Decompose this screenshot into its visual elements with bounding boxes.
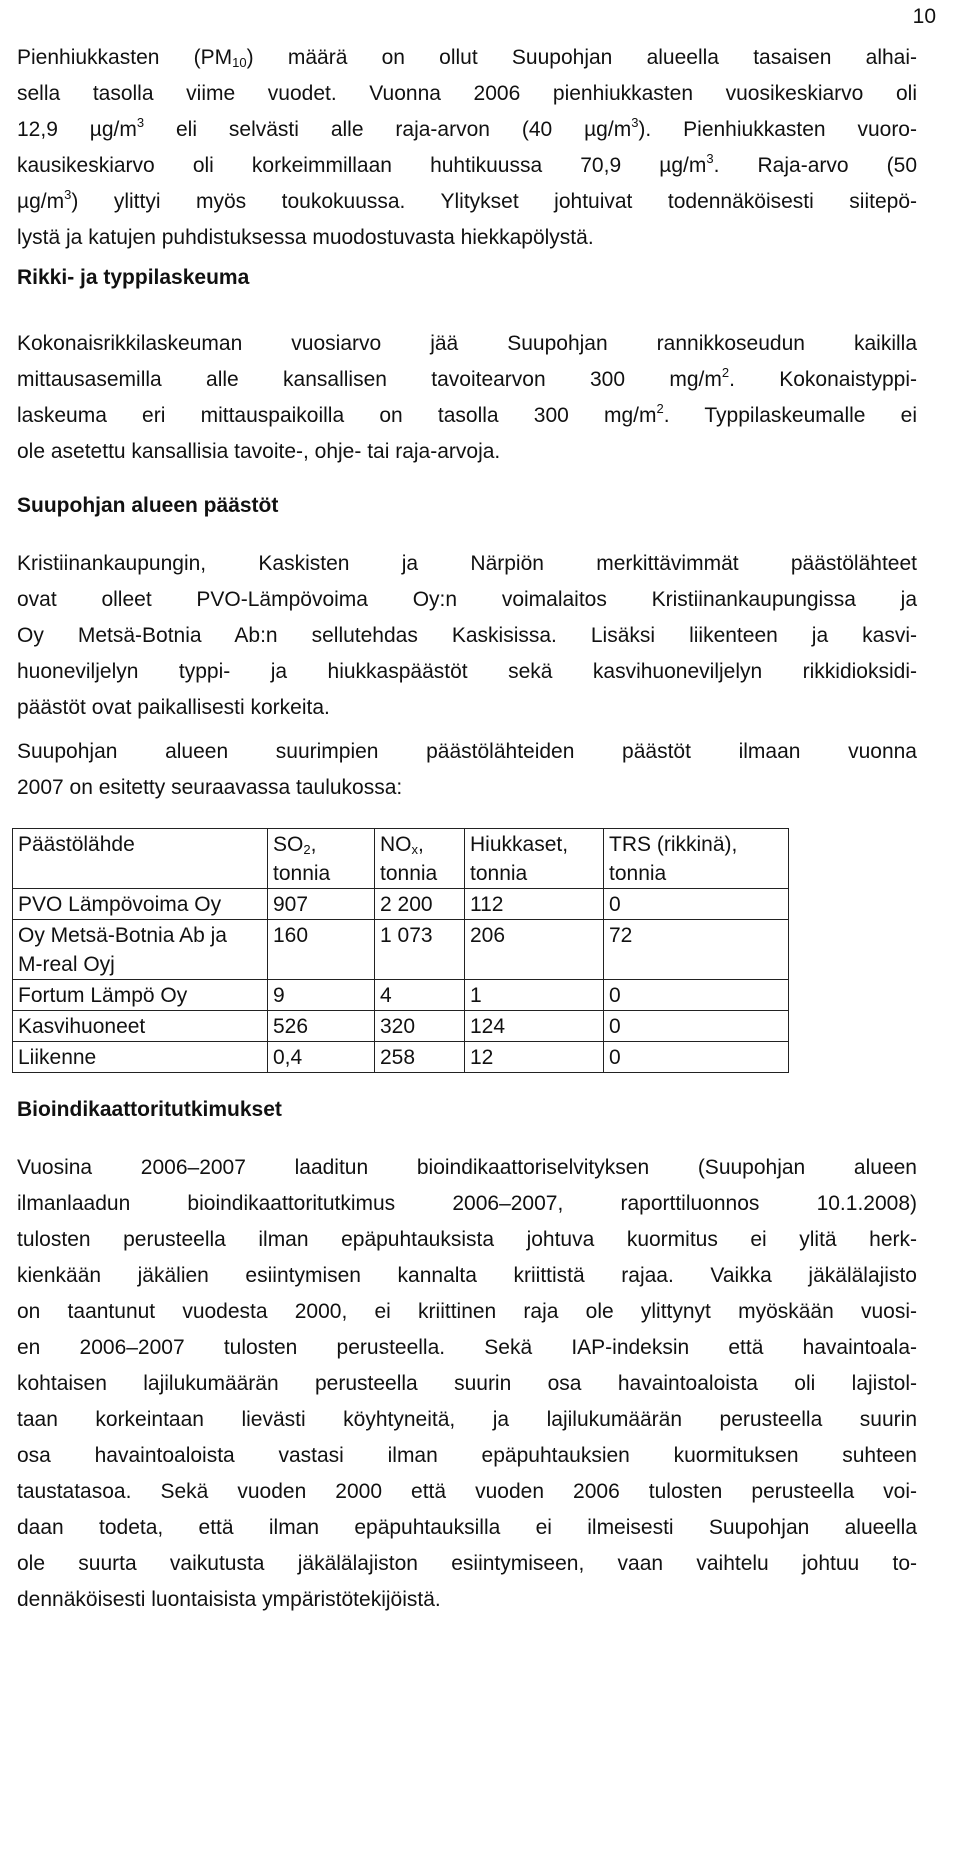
text-line: ovat olleet PVO-Lämpövoima Oy:n voimalaitos Kristiinankaupungissa ja bbox=[17, 588, 917, 611]
text-line: ilmanlaadun bioindikaattoritutkimus 2006–2007, raporttiluonnos 10.1.2008) bbox=[17, 1192, 917, 1215]
section-heading-rikki: Rikki- ja typpilaskeuma bbox=[17, 266, 250, 289]
cell-so2: 0,4 bbox=[268, 1042, 375, 1073]
header-particles: Hiukkaset, tonnia bbox=[465, 829, 604, 889]
text-line: Pienhiukkasten $(PM_{10})$ määrä on ollut Suupohjan alueella tasaisen alhai- bbox=[17, 46, 917, 70]
cell-source: PVO Lämpövoima Oy bbox=[13, 889, 268, 920]
table-row bbox=[13, 1011, 789, 1042]
cell-particles: 1 bbox=[465, 980, 604, 1011]
text-line: taan korkeintaan lievästi köyhtyneitä, ja lajilukumäärän perusteella suurin bbox=[17, 1408, 917, 1431]
rikki-paragraph bbox=[17, 326, 917, 470]
text-line: Vuosina 2006–2007 laaditun bioindikaattoriselvityksen (Suupohjan alueen bbox=[17, 1156, 917, 1179]
header-trs: TRS (rikkinä), tonnia bbox=[604, 829, 789, 889]
text-line: päästöt ovat paikallisesti korkeita. bbox=[17, 696, 330, 719]
text-line: ole suurta vaikutusta jäkälälajiston esiintymiseen, vaan vaihtelu johtuu to- bbox=[17, 1552, 917, 1575]
text-line: kausikeskiarvo oli korkeimmillaan huhtikuussa 70,9 $\mu g/m^3$. Raja-arvo (50 bbox=[17, 151, 918, 177]
text-line: kohtaisen lajilukumäärän perusteella suurin osa havaintoaloista oli lajistol- bbox=[17, 1372, 917, 1395]
text-line: kienkään jäkälien esiintymisen kannalta kriittistä rajaa. Vaikka jäkälälajisto bbox=[17, 1264, 917, 1287]
intro-paragraph bbox=[17, 40, 917, 256]
cell-trs: 0 bbox=[604, 1011, 789, 1042]
text-line: daan todeta, että ilman epäpuhtauksilla ei ilmeisesti Suupohjan alueella bbox=[17, 1516, 917, 1539]
cell-particles: 12 bbox=[465, 1042, 604, 1073]
cell-so2: 160 bbox=[268, 920, 375, 980]
table-row bbox=[13, 889, 789, 920]
cell-nox: 4 bbox=[375, 980, 465, 1011]
section-heading-bio: Bioindikaattoritutkimukset bbox=[17, 1098, 282, 1121]
text-line: mittausasemilla alle kansallisen tavoitearvon 300 $mg/m^2$. Kokonaistyppi- bbox=[17, 365, 917, 391]
cell-nox: 320 bbox=[375, 1011, 465, 1042]
cell-so2: 526 bbox=[268, 1011, 375, 1042]
text-line: taustatasoa. Sekä vuoden 2000 että vuoden 2006 tulosten perusteella voi- bbox=[17, 1480, 917, 1503]
text-line: Kristiinankaupungin, Kaskisten ja Närpiön merkittävimmät päästölähteet bbox=[17, 552, 917, 575]
text-line: Kokonaisrikkilaskeuman vuosiarvo jää Suupohjan rannikkoseudun kaikilla bbox=[17, 332, 917, 355]
text-line: tulosten perusteella ilman epäpuhtauksista johtuva kuormitus ei ylitä herk- bbox=[17, 1228, 917, 1251]
text-line: laskeuma eri mittauspaikoilla on tasolla 300 $mg/m^2$. Typpilaskeumalle ei bbox=[17, 401, 917, 427]
cell-source: Kasvihuoneet bbox=[13, 1011, 268, 1042]
table-row bbox=[13, 980, 789, 1011]
cell-trs: 0 bbox=[604, 889, 789, 920]
paastot-paragraph-1 bbox=[17, 546, 917, 726]
text-line: Oy Metsä-Botnia Ab:n sellutehdas Kaskisissa. Lisäksi liikenteen ja kasvi- bbox=[17, 624, 917, 647]
text-line: $\mu g/m^3$) ylittyi myös toukokuussa. Ylitykset johtuivat todennäköisesti siitepö- bbox=[17, 187, 917, 213]
cell-so2: 9 bbox=[268, 980, 375, 1011]
paastot-paragraph-2 bbox=[17, 734, 917, 806]
cell-particles: 112 bbox=[465, 889, 604, 920]
table-row bbox=[13, 920, 789, 980]
text-line: sella tasolla viime vuodet. Vuonna 2006 pienhiukkasten vuosikeskiarvo oli bbox=[17, 82, 917, 105]
cell-particles: 206 bbox=[465, 920, 604, 980]
page-number: 10 bbox=[912, 5, 936, 28]
cell-so2: 907 bbox=[268, 889, 375, 920]
cell-trs: 0 bbox=[604, 1042, 789, 1073]
cell-trs: 72 bbox=[604, 920, 789, 980]
cell-nox: 1 073 bbox=[375, 920, 465, 980]
text-line: ole asetettu kansallisia tavoite-, ohje- tai raja-arvoja. bbox=[17, 440, 501, 463]
text-line: lystä ja katujen puhdistuksessa muodostuvasta hiekkapölystä. bbox=[17, 226, 594, 249]
cell-nox: 258 bbox=[375, 1042, 465, 1073]
cell-source: Liikenne bbox=[13, 1042, 268, 1073]
cell-source: Fortum Lämpö Oy bbox=[13, 980, 268, 1011]
cell-particles: 124 bbox=[465, 1011, 604, 1042]
header-nox: $NO_x$, tonnia bbox=[375, 829, 465, 889]
header-source: Päästölähde bbox=[13, 829, 268, 889]
text-line: 2007 on esitetty seuraavassa taulukossa: bbox=[17, 776, 403, 799]
text-line: en 2006–2007 tulosten perusteella. Sekä IAP-indeksin että havaintoala- bbox=[17, 1336, 917, 1359]
text-line: huoneviljelyn typpi- ja hiukkaspäästöt sekä kasvihuoneviljelyn rikkidioksidi- bbox=[17, 660, 917, 683]
emissions-table bbox=[12, 828, 789, 1073]
header-so2: $SO_2$, tonnia bbox=[268, 829, 375, 889]
text-line: on taantunut vuodesta 2000, ei kriittinen raja ole ylittynyt myöskään vuosi- bbox=[17, 1300, 917, 1323]
cell-nox: 2 200 bbox=[375, 889, 465, 920]
cell-source: Oy Metsä-Botnia Ab ja M-real Oyj bbox=[13, 920, 268, 980]
text-line: osa havaintoaloista vastasi ilman epäpuhtauksien kuormituksen suhteen bbox=[17, 1444, 917, 1467]
text-line: 12,9 $\mu g/m^3$ eli selvästi alle raja-arvon (40 $\mu g/m^3$). Pienhiukkasten vuoro- bbox=[17, 115, 917, 141]
section-heading-paastot: Suupohjan alueen päästöt bbox=[17, 494, 279, 517]
text-line: Suupohjan alueen suurimpien päästölähteiden päästöt ilmaan vuonna bbox=[17, 740, 917, 763]
table-header-row bbox=[13, 829, 789, 889]
text-line: dennäköisesti luontaisista ympäristötekijöistä. bbox=[17, 1588, 441, 1611]
bio-paragraph bbox=[17, 1150, 917, 1618]
cell-trs: 0 bbox=[604, 980, 789, 1011]
table-row bbox=[13, 1042, 789, 1073]
